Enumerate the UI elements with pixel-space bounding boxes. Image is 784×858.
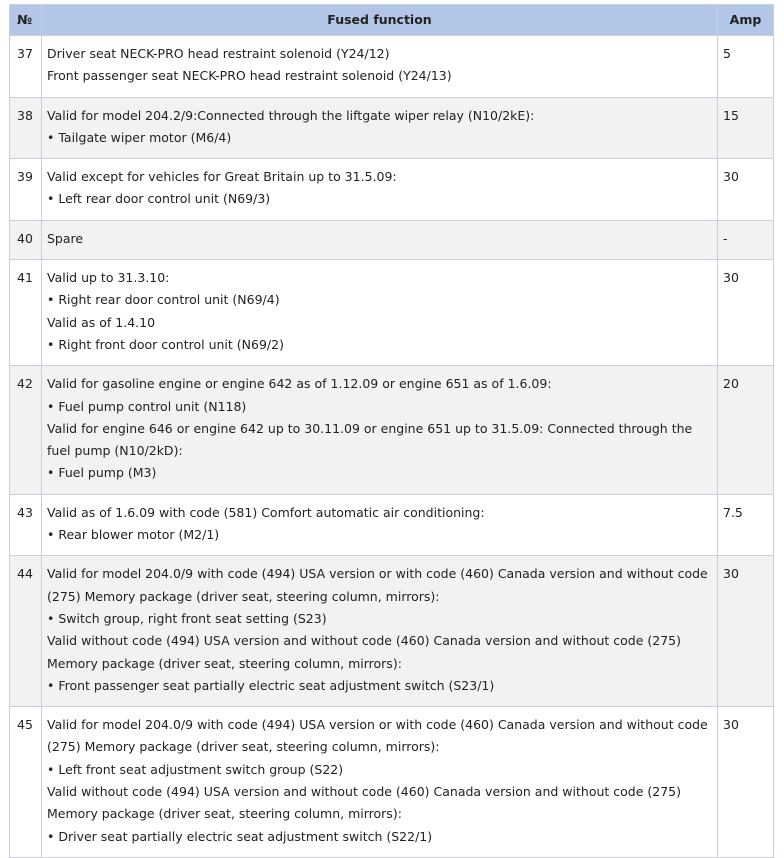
table-row	[10, 159, 774, 221]
fuse-number-cell: 45	[10, 707, 42, 858]
function-line: • Left front seat adjustment switch group (S22)	[47, 761, 344, 777]
function-line: • Fuel pump control unit (N118)	[47, 398, 247, 414]
amp-cell: -	[718, 220, 774, 259]
fuse-table	[9, 4, 774, 858]
fused-function-cell	[42, 220, 718, 259]
amp-cell: 5	[718, 36, 774, 98]
fused-function-cell	[42, 97, 718, 159]
function-line: • Fuel pump (M3)	[47, 465, 157, 481]
fused-function-cell	[42, 556, 718, 707]
fused-function-cell	[42, 707, 718, 858]
fuse-number-cell: 37	[10, 36, 42, 98]
table-row	[10, 260, 774, 366]
fused-function-cell	[42, 159, 718, 221]
function-line: • Front passenger seat partially electric seat adjustment switch (S23/1)	[47, 677, 495, 693]
header-row	[10, 5, 774, 36]
fuse-number-cell: 42	[10, 366, 42, 494]
fused-function-cell	[42, 366, 718, 494]
amp-cell: 15	[718, 97, 774, 159]
function-line: Valid for model 204.0/9 with code (494) USA version or with code (460) Canada version and without code (275) Memory package (driver seat, steering column, mirrors):	[47, 566, 708, 604]
function-line: Valid for model 204.2/9:Connected through the liftgate wiper relay (N10/2kE):	[47, 107, 535, 123]
function-line: Valid as of 1.4.10	[47, 314, 156, 330]
function-line: Valid up to 31.3.10:	[47, 270, 170, 286]
table-row	[10, 707, 774, 858]
table-row	[10, 97, 774, 159]
fuse-number-cell: 41	[10, 260, 42, 366]
table-header	[10, 5, 774, 36]
header-number: №	[10, 5, 42, 36]
function-line: • Rear blower motor (M2/1)	[47, 527, 220, 543]
table-row	[10, 220, 774, 259]
fuse-number-cell: 40	[10, 220, 42, 259]
function-line: Valid except for vehicles for Great Britain up to 31.5.09:	[47, 169, 397, 185]
fused-function-cell	[42, 494, 718, 556]
function-line: • Tailgate wiper motor (M6/4)	[47, 129, 232, 145]
fuse-number-cell: 38	[10, 97, 42, 159]
table-row	[10, 36, 774, 98]
function-line: Valid as of 1.6.09 with code (581) Comfort automatic air conditioning:	[47, 504, 485, 520]
function-line: • Driver seat partially electric seat adjustment switch (S22/1)	[47, 828, 433, 844]
function-line: Valid for engine 646 or engine 642 up to 30.11.09 or engine 651 up to 31.5.09: Connected through the fuel pump (N10/2kD):	[47, 420, 693, 459]
table-row	[10, 366, 774, 494]
function-line: • Right rear door control unit (N69/4)	[47, 292, 280, 308]
amp-cell: 30	[718, 260, 774, 366]
amp-cell: 30	[718, 556, 774, 707]
amp-cell: 7.5	[718, 494, 774, 556]
table-body	[10, 36, 774, 858]
fused-function-cell	[42, 36, 718, 98]
fused-function-cell	[42, 260, 718, 366]
function-line: • Right front door control unit (N69/2)	[47, 336, 284, 352]
function-line: Spare	[47, 230, 84, 246]
amp-cell: 20	[718, 366, 774, 494]
function-line: Valid without code (494) USA version and without code (460) Canada version and without code (275) Memory package (driver seat, steering column, mirrors):	[47, 633, 681, 671]
fuse-number-cell: 39	[10, 159, 42, 221]
table-row	[10, 494, 774, 556]
function-line: Valid for gasoline engine or engine 642 as of 1.12.09 or engine 651 as of 1.6.09:	[47, 376, 552, 392]
function-line: Front passenger seat NECK-PRO head restraint solenoid (Y24/13)	[47, 68, 452, 84]
function-line: • Switch group, right front seat setting (S23)	[47, 610, 327, 626]
header-amp: Amp	[718, 5, 774, 36]
amp-cell: 30	[718, 707, 774, 858]
function-line: Valid without code (494) USA version and without code (460) Canada version and without code (275) Memory package (driver seat, steering column, mirrors):	[47, 784, 681, 822]
fuse-number-cell: 44	[10, 556, 42, 707]
amp-cell: 30	[718, 159, 774, 221]
fuse-number-cell: 43	[10, 494, 42, 556]
function-line: Valid for model 204.0/9 with code (494) USA version or with code (460) Canada version and without code (275) Memory package (driver seat, steering column, mirrors):	[47, 717, 708, 755]
function-line: • Left rear door control unit (N69/3)	[47, 191, 271, 207]
table-row	[10, 556, 774, 707]
header-fused-function: Fused function	[42, 5, 718, 36]
function-line: Driver seat NECK-PRO head restraint solenoid (Y24/12)	[47, 46, 390, 61]
